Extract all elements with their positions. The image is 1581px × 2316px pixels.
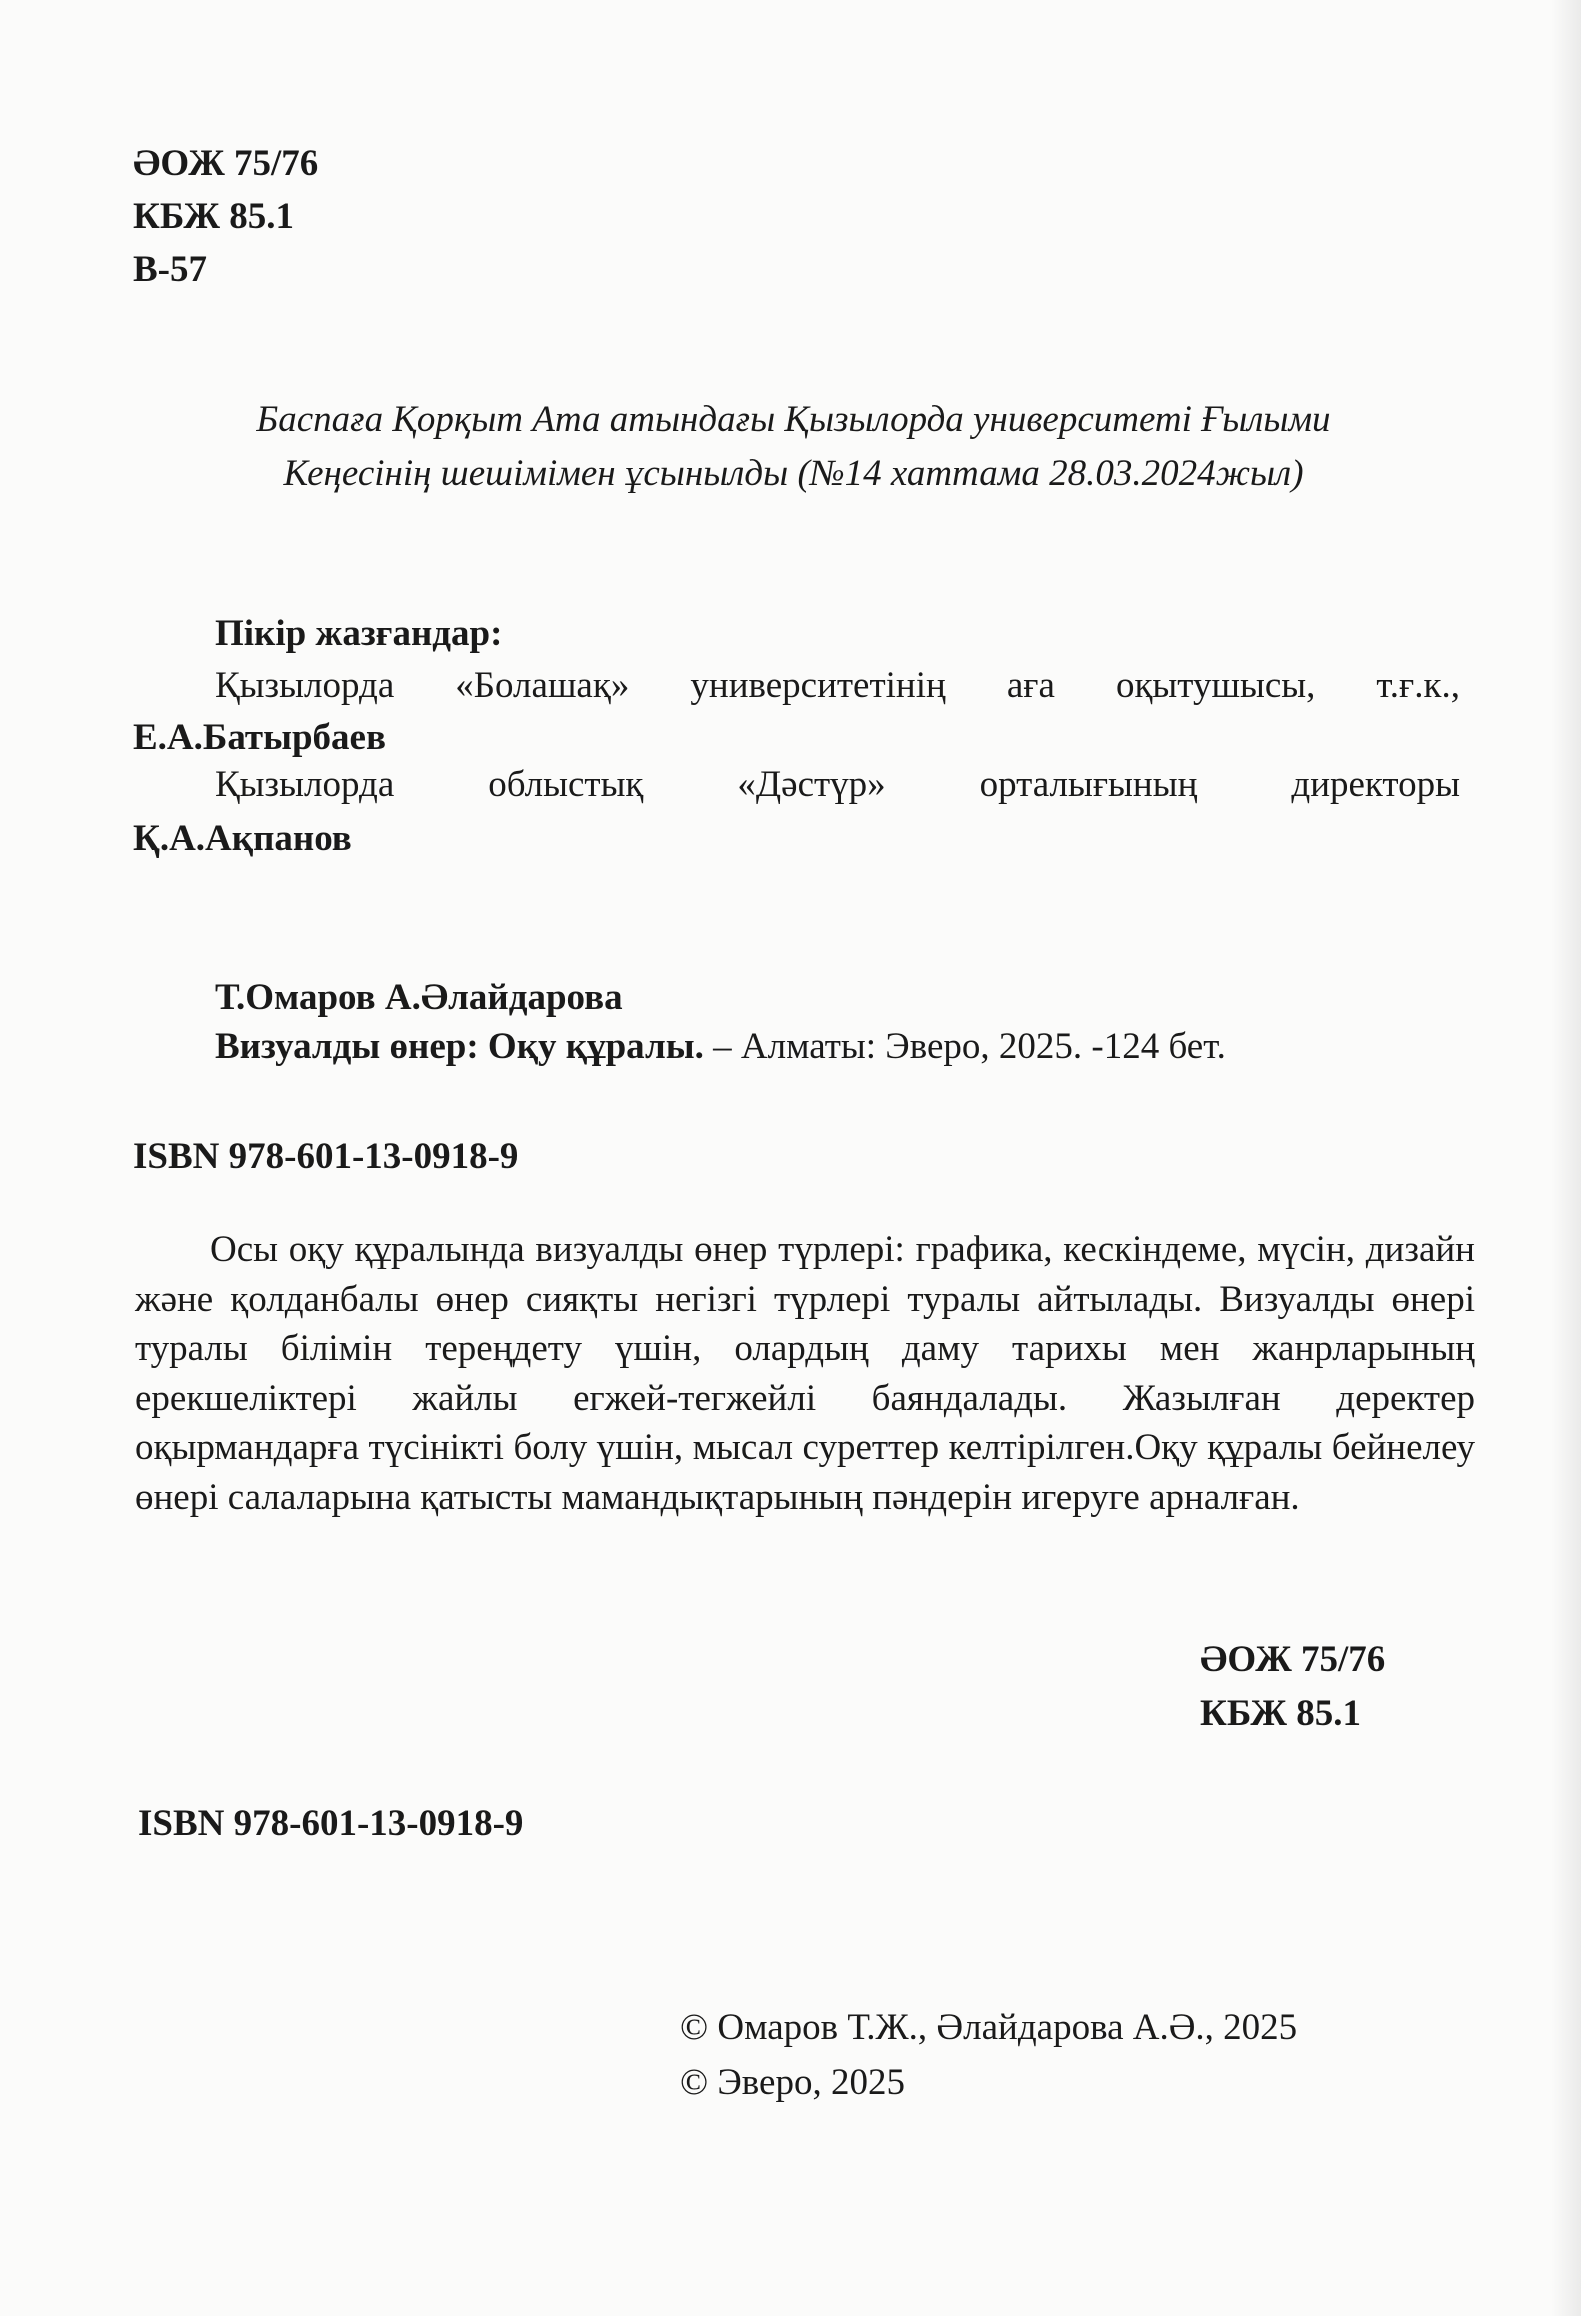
book-citation	[215, 1023, 1226, 1071]
copyright-publisher: © Эверо, 2025	[680, 2062, 905, 2103]
udc-code: ӘОЖ 75/76	[133, 143, 319, 184]
reviewer-1-position-word: т.ғ.к.,	[1376, 665, 1460, 706]
reviewer-2-position-word: облыстық	[488, 764, 644, 805]
approval-line-1: Баспаға Қорқыт Ата атындағы Қызылорда университеті Ғылыми	[256, 399, 1331, 440]
reviewer-2-name: Қ.А.Ақпанов	[133, 818, 352, 859]
abstract-paragraph	[135, 1225, 1475, 1523]
approval-line-2: Кеңесінің шешімімен ұсынылды (№14 хаттама 28.03.2024жыл)	[283, 453, 1304, 494]
isbn-top: ISBN 978-601-13-0918-9	[133, 1136, 519, 1177]
reviewers-heading: Пікір жазғандар:	[215, 613, 503, 654]
book-title: Визуалды өнер: Оқу құралы.	[215, 1026, 704, 1067]
reviewer-2-position-word: Қызылорда	[215, 764, 395, 805]
book-imprint: – Алматы: Эверо, 2025. -124 бет.	[703, 1026, 1226, 1067]
reviewer-2-position-word: «Дәстүр»	[737, 764, 886, 805]
copyright-authors: © Омаров Т.Ж., Әлайдарова А.Ә., 2025	[680, 2007, 1298, 2048]
reviewer-2-position-word: директоры	[1291, 764, 1460, 805]
page-edge-shadow	[1551, 0, 1581, 2316]
reviewer-2-position	[215, 761, 1460, 809]
reviewer-1-position-word: университетінің	[690, 665, 946, 706]
lbc-code: КБЖ 85.1	[133, 196, 294, 237]
udc-code-bottom: ӘОЖ 75/76	[1200, 1639, 1386, 1680]
author-sign: В-57	[133, 249, 207, 290]
book-authors: Т.Омаров А.Әлайдарова	[215, 977, 623, 1018]
abstract-text: Осы оқу құралында визуалды өнер түрлері: графика, кескіндеме, мүсін, дизайн және қолданбалы өнер сияқты негізгі түрлері туралы айтылады. Визуалды өнері туралы білімін тереңдету үшін, олардың даму тарихы мен жанрларының ерекшеліктері жайлы егжей-тегжейлі баяндалады. Жазылған деректер оқырмандарға түсінікті болу үшін, мысал суреттер келтірілген.Оқу құралы бейнелеу өнері салаларына қатысты мамандықтарының пәндерін игеруге арналған.	[135, 1229, 1475, 1518]
reviewer-1-position-word: Қызылорда	[215, 665, 395, 706]
lbc-code-bottom: КБЖ 85.1	[1200, 1693, 1361, 1734]
reviewer-1-position-word: «Болашақ»	[455, 665, 630, 706]
reviewer-1-position-word: аға	[1006, 665, 1055, 706]
reviewer-1-name: Е.А.Батырбаев	[133, 717, 386, 758]
reviewer-2-position-word: орталығының	[979, 764, 1198, 805]
reviewer-1-position-word: оқытушысы,	[1115, 665, 1316, 706]
isbn-bottom: ISBN 978-601-13-0918-9	[138, 1803, 524, 1844]
reviewer-1-position	[215, 662, 1460, 710]
